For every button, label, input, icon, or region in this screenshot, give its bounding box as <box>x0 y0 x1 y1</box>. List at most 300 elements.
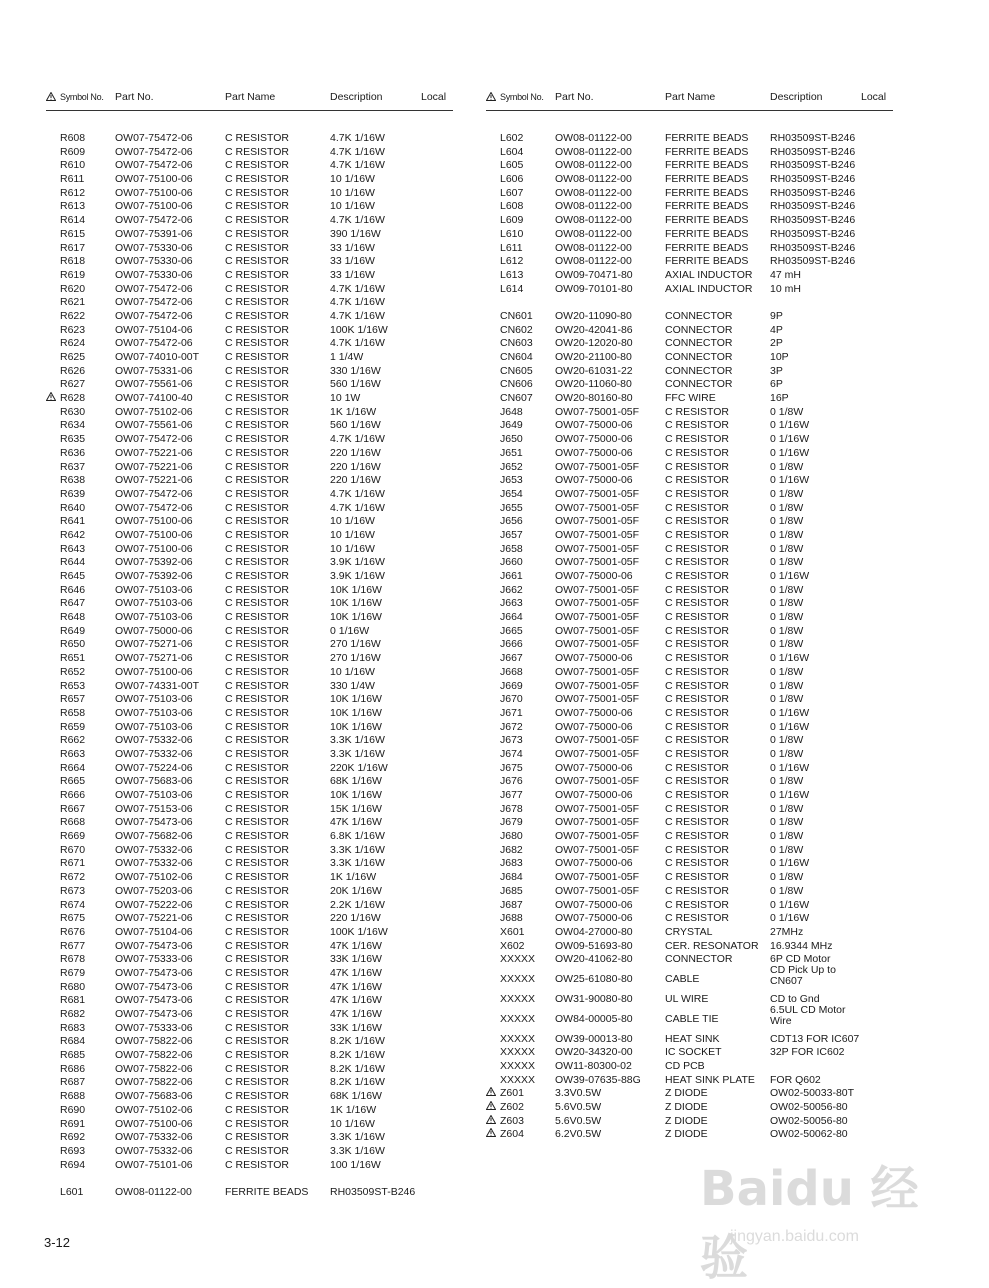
cell-symbol-no: J672 <box>500 720 523 733</box>
table-row <box>486 502 893 516</box>
cell-symbol-no: R641 <box>60 515 86 528</box>
cell-description: 33 1/16W <box>330 255 375 268</box>
cell-part-no: OW07-75682-06 <box>115 830 193 843</box>
cell-part-no: OW20-21100-80 <box>555 351 632 363</box>
cell-symbol-no: R685 <box>60 1049 86 1062</box>
cell-part-name: Z DIODE <box>665 1128 708 1141</box>
cell-part-name: C RESISTOR <box>225 1158 289 1171</box>
cell-description: 10K 1/16W <box>330 611 382 624</box>
table-row <box>486 963 893 993</box>
table-row <box>486 721 893 735</box>
cell-description: 270 1/16W <box>330 652 381 665</box>
cell-description: 4.7K 1/16W <box>330 214 385 227</box>
cell-part-name: C RESISTOR <box>665 679 729 692</box>
cell-part-no: 5.6V0.5W <box>555 1114 602 1127</box>
cell-description: OW02-50056-80 <box>770 1114 848 1127</box>
cell-part-name: C RESISTOR <box>225 939 289 952</box>
cell-description: RH03509ST-B246 <box>770 214 856 227</box>
cell-part-no: OW07-74010-00T <box>115 351 200 363</box>
table-row <box>486 242 893 256</box>
header-local: Local <box>861 91 887 103</box>
cell-symbol-no: J652 <box>500 460 523 473</box>
cell-description: 0 1/8W <box>770 597 804 610</box>
cell-symbol-no: R690 <box>60 1103 86 1116</box>
cell-part-name: C RESISTOR <box>225 775 289 788</box>
table-row <box>486 310 893 324</box>
cell-symbol-no: R624 <box>60 337 86 350</box>
cell-description: 33K 1/16W <box>330 1021 382 1034</box>
cell-part-name: C RESISTOR <box>225 1131 289 1144</box>
table-row <box>46 1008 453 1022</box>
cell-part-name: C RESISTOR <box>225 638 289 651</box>
cell-symbol-no: R649 <box>60 624 86 637</box>
cell-symbol-no: Z604 <box>500 1128 524 1141</box>
table-row <box>46 926 453 940</box>
cell-part-no: OW07-75330-06 <box>115 241 193 254</box>
cell-part-no: OW07-75332-06 <box>115 1131 193 1144</box>
cell-part-no: OW07-75822-06 <box>115 1035 193 1048</box>
table-row <box>46 1118 453 1132</box>
table-row <box>46 529 453 543</box>
cell-part-no: OW08-01122-00 <box>555 186 632 199</box>
cell-part-no: OW07-75473-06 <box>115 994 193 1007</box>
table-row <box>46 406 453 420</box>
cell-description: 220 1/16W <box>330 912 381 925</box>
table-row <box>46 146 453 160</box>
cell-part-name: C RESISTOR <box>225 1021 289 1034</box>
cell-symbol-no: CN602 <box>500 323 533 336</box>
cell-description: 68K 1/16W <box>330 775 382 788</box>
cell-part-no: OW07-75392-06 <box>115 570 193 582</box>
cell-part-name: C RESISTOR <box>225 556 289 569</box>
cell-description: 27MHz <box>770 925 804 938</box>
cell-part-name: C RESISTOR <box>225 706 289 719</box>
cell-part-no: OW07-75102-06 <box>115 871 193 884</box>
cell-part-name: C RESISTOR <box>225 912 289 925</box>
cell-symbol-no: L606 <box>500 173 524 186</box>
cell-part-name: HEAT SINK <box>665 1032 720 1045</box>
cell-part-no: OW07-75472-06 <box>115 296 193 309</box>
cell-part-name: C RESISTOR <box>225 802 289 815</box>
cell-description: 8.2K 1/16W <box>330 1035 385 1048</box>
cell-description: 4.7K 1/16W <box>330 159 385 172</box>
cell-symbol-no: J651 <box>500 446 523 459</box>
cell-symbol-no: Z601 <box>500 1087 524 1100</box>
table-row <box>46 734 453 748</box>
cell-symbol-no: J660 <box>500 556 523 569</box>
cell-part-name: C RESISTOR <box>225 173 289 186</box>
cell-part-no: OW07-75000-06 <box>555 570 633 582</box>
table-row <box>46 1104 453 1118</box>
cell-part-name: AXIAL INDUCTOR <box>665 268 753 281</box>
cell-part-name: C RESISTOR <box>665 884 729 897</box>
cell-part-name: C RESISTOR <box>225 857 289 870</box>
cell-symbol-no: R676 <box>60 925 86 938</box>
cell-symbol-no: R680 <box>60 980 86 993</box>
cell-part-name: C RESISTOR <box>225 323 289 336</box>
cell-part-no: OW07-75392-06 <box>115 556 193 569</box>
table-row <box>46 1063 453 1077</box>
cell-symbol-no: J676 <box>500 775 523 788</box>
cell-symbol-no: J656 <box>500 515 523 528</box>
cell-part-no: OW07-75001-05F <box>555 734 640 747</box>
cell-part-name: C RESISTOR <box>225 515 289 528</box>
table-row <box>486 734 893 748</box>
cell-description: 0 1/8W <box>770 405 804 418</box>
cell-description: OW02-50056-80 <box>770 1101 848 1114</box>
cell-description: 3.3K 1/16W <box>330 1144 385 1157</box>
cell-symbol-no: XXXXX <box>500 972 536 985</box>
cell-part-name: C RESISTOR <box>225 843 289 856</box>
table-row <box>46 830 453 844</box>
cell-part-name: C RESISTOR <box>225 351 289 363</box>
cell-part-name: C RESISTOR <box>665 528 729 541</box>
table-row <box>46 625 453 639</box>
table-row <box>486 337 893 351</box>
table-row <box>46 762 453 776</box>
cell-symbol-no: J663 <box>500 597 523 610</box>
cell-description: 330 1/16W <box>330 364 381 377</box>
table-row <box>46 296 453 310</box>
cell-symbol-no: R622 <box>60 309 86 322</box>
cell-part-no: OW07-75822-06 <box>115 1076 193 1089</box>
cell-symbol-no: R644 <box>60 556 86 569</box>
table-row <box>46 461 453 475</box>
cell-description: 10 1/16W <box>330 542 375 555</box>
cell-symbol-no: R694 <box>60 1158 86 1171</box>
cell-description: 0 1/16W <box>770 857 810 870</box>
cell-part-name: C RESISTOR <box>225 966 289 979</box>
table-row <box>46 775 453 789</box>
table-row <box>486 351 893 365</box>
cell-symbol-no: R610 <box>60 159 86 172</box>
cell-part-name: C RESISTOR <box>225 132 289 144</box>
cell-part-no: OW07-75000-06 <box>555 789 633 801</box>
cell-part-name: C RESISTOR <box>225 268 289 281</box>
table-row <box>46 844 453 858</box>
table-row <box>46 816 453 830</box>
cell-symbol-no: R613 <box>60 200 86 213</box>
cell-part-name: CONNECTOR <box>665 378 733 391</box>
cell-part-no: OW07-75332-06 <box>115 734 193 747</box>
cell-description: 10 1/16W <box>330 186 375 199</box>
cell-part-no: OW07-75001-05F <box>555 679 640 692</box>
cell-part-name: C RESISTOR <box>665 474 729 487</box>
cell-symbol-no: J667 <box>500 652 523 665</box>
cell-symbol-no: R618 <box>60 255 86 268</box>
cell-symbol-no: R647 <box>60 597 86 610</box>
cell-description: 16P <box>770 392 789 405</box>
cell-part-no: OW07-75001-05F <box>555 638 640 651</box>
cell-part-no: OW07-75102-06 <box>115 405 193 418</box>
cell-symbol-no: J669 <box>500 679 523 692</box>
cell-part-name: C RESISTOR <box>665 871 729 884</box>
cell-part-no: OW07-75103-06 <box>115 583 193 596</box>
cell-part-no: OW07-75103-06 <box>115 720 193 733</box>
cell-description: 220 1/16W <box>330 460 381 473</box>
table-row <box>486 214 893 228</box>
cell-part-no: OW07-75100-06 <box>115 515 193 528</box>
cell-symbol-no: R621 <box>60 296 86 309</box>
cell-symbol-no: R637 <box>60 460 86 473</box>
cell-symbol-no: XXXXX <box>500 1046 536 1059</box>
header-symbol-no: Symbol No. <box>60 92 104 102</box>
cell-part-name: C RESISTOR <box>225 214 289 227</box>
table-row <box>46 748 453 762</box>
cell-part-name: C RESISTOR <box>665 898 729 911</box>
cell-description: RH03509ST-B246 <box>770 145 856 158</box>
cell-description: 47K 1/16W <box>330 994 382 1007</box>
cell-description: 0 1/16W <box>770 433 810 446</box>
cell-description: 1K 1/16W <box>330 871 377 884</box>
table-row <box>46 378 453 392</box>
cell-description: 0 1/8W <box>770 501 804 514</box>
cell-description: 0 1/16W <box>770 789 810 801</box>
cell-description: 0 1/16W <box>770 898 810 911</box>
cell-symbol-no: R687 <box>60 1076 86 1089</box>
cell-part-name: C RESISTOR <box>225 542 289 555</box>
cell-symbol-no: R658 <box>60 706 86 719</box>
cell-description: 32P FOR IC602 <box>770 1046 845 1059</box>
table-row <box>46 474 453 488</box>
cell-symbol-no: J685 <box>500 884 523 897</box>
cell-part-no: OW08-01122-00 <box>115 1185 192 1198</box>
cell-symbol-no: J662 <box>500 583 523 596</box>
cell-part-no: OW07-75000-06 <box>555 474 633 487</box>
cell-symbol-no: R614 <box>60 214 86 227</box>
cell-symbol-no: J675 <box>500 761 523 774</box>
cell-symbol-no: XXXXX <box>500 953 536 966</box>
cell-part-no: OW07-75100-06 <box>115 1117 193 1130</box>
cell-part-no: OW08-01122-00 <box>555 241 632 254</box>
cell-part-no: OW08-01122-00 <box>555 145 632 158</box>
table-row <box>46 789 453 803</box>
table-row <box>46 638 453 652</box>
cell-symbol-no: R645 <box>60 570 86 582</box>
cell-symbol-no: R609 <box>60 145 86 158</box>
cell-part-no: OW09-70471-80 <box>555 268 633 281</box>
cell-description: 10K 1/16W <box>330 597 382 610</box>
cell-symbol-no: R611 <box>60 173 85 186</box>
header-part-name: Part Name <box>665 91 716 103</box>
table-row <box>486 378 893 392</box>
table-row <box>46 912 453 926</box>
cell-symbol-no: R686 <box>60 1062 86 1075</box>
left-table-header <box>46 88 453 111</box>
left-parts-list <box>46 132 453 1200</box>
cell-part-no: OW07-75473-06 <box>115 980 193 993</box>
cell-symbol-no: L609 <box>500 214 524 227</box>
cell-symbol-no: R650 <box>60 638 86 651</box>
cell-part-name: C RESISTOR <box>225 1008 289 1020</box>
cell-description: 10 1/16W <box>330 665 375 678</box>
cell-symbol-no: J688 <box>500 912 523 925</box>
cell-description: 3.3K 1/16W <box>330 747 385 760</box>
cell-part-name: C RESISTOR <box>665 706 729 719</box>
cell-part-no: OW08-01122-00 <box>555 159 632 172</box>
table-row <box>46 597 453 611</box>
cell-part-no: OW07-75100-06 <box>115 173 193 186</box>
cell-description: 4P <box>770 323 783 336</box>
cell-description: 4.7K 1/16W <box>330 132 385 144</box>
cell-description: 0 1/8W <box>770 528 804 541</box>
cell-part-no: OW07-75332-06 <box>115 747 193 760</box>
table-row <box>486 529 893 543</box>
cell-part-name: C RESISTOR <box>665 405 729 418</box>
cell-part-no: OW07-75001-05F <box>555 528 640 541</box>
cell-symbol-no: R646 <box>60 583 86 596</box>
cell-description: 560 1/16W <box>330 378 381 391</box>
cell-description: 0 1/16W <box>770 474 810 487</box>
cell-description: 3P <box>770 364 783 377</box>
cell-part-name: C RESISTOR <box>665 720 729 733</box>
cell-description: 100K 1/16W <box>330 925 388 938</box>
cell-part-no: OW07-75103-06 <box>115 597 193 610</box>
cell-part-no: OW07-75473-06 <box>115 939 193 952</box>
cell-symbol-no: R648 <box>60 611 86 624</box>
cell-description: 0 1/16W <box>770 446 810 459</box>
header-part-name: Part Name <box>225 91 276 103</box>
watermark-url: jingyan.baidu.com <box>730 1228 859 1245</box>
cell-description: 0 1/16W <box>770 706 810 719</box>
cell-part-no: OW07-75100-06 <box>115 200 193 213</box>
cell-symbol-no: J648 <box>500 405 523 418</box>
cell-symbol-no: R664 <box>60 761 86 774</box>
cell-part-name: C RESISTOR <box>225 296 289 309</box>
table-row <box>46 200 453 214</box>
cell-symbol-no: J683 <box>500 857 523 870</box>
cell-description: 4.7K 1/16W <box>330 309 385 322</box>
cell-symbol-no: J653 <box>500 474 523 487</box>
cell-part-name: C RESISTOR <box>665 843 729 856</box>
table-row <box>486 940 893 954</box>
table-row <box>46 1186 453 1200</box>
right-parts-list <box>486 132 893 1142</box>
cell-part-name: C RESISTOR <box>225 419 289 432</box>
table-row <box>46 584 453 598</box>
cell-symbol-no: R674 <box>60 898 86 911</box>
cell-part-no: OW07-75473-06 <box>115 1008 193 1020</box>
cell-part-name: C RESISTOR <box>665 747 729 760</box>
cell-description: 10 1/16W <box>330 200 375 213</box>
table-row <box>486 885 893 899</box>
cell-part-name: CONNECTOR <box>665 364 733 377</box>
table-row <box>486 1101 893 1115</box>
table-row <box>486 680 893 694</box>
cell-part-no: OW07-75271-06 <box>115 652 193 665</box>
cell-description: RH03509ST-B246 <box>770 132 856 144</box>
cell-symbol-no: R691 <box>60 1117 86 1130</box>
cell-description: 0 1/8W <box>770 460 804 473</box>
cell-description: 0 1/16W <box>770 912 810 925</box>
cell-symbol-no: XXXXX <box>500 992 536 1005</box>
cell-description: RH03509ST-B246 <box>770 159 856 172</box>
cell-symbol-no: R653 <box>60 679 86 692</box>
cell-symbol-no: Z603 <box>500 1114 524 1127</box>
cell-symbol-no: L613 <box>500 268 524 281</box>
table-row <box>46 1035 453 1049</box>
cell-part-name: C RESISTOR <box>225 255 289 268</box>
cell-part-name: C RESISTOR <box>225 1103 289 1116</box>
cell-description: 33K 1/16W <box>330 953 382 966</box>
cell-description: 0 1/8W <box>770 515 804 528</box>
cell-part-name: C RESISTOR <box>665 638 729 651</box>
cell-symbol-no: R652 <box>60 665 86 678</box>
cell-part-name: UL WIRE <box>665 992 709 1005</box>
cell-symbol-no: R693 <box>60 1144 86 1157</box>
cell-symbol-no: R659 <box>60 720 86 733</box>
table-row <box>46 255 453 269</box>
cell-description: 4.7K 1/16W <box>330 337 385 350</box>
cell-symbol-no: J668 <box>500 665 523 678</box>
cell-description: 6P <box>770 378 783 391</box>
cell-part-name: C RESISTOR <box>225 994 289 1007</box>
cell-description: 10K 1/16W <box>330 583 382 596</box>
table-row <box>486 1115 893 1129</box>
cell-part-name: C RESISTOR <box>225 405 289 418</box>
cell-symbol-no: R619 <box>60 268 86 281</box>
table-row <box>46 899 453 913</box>
table-row <box>486 365 893 379</box>
table-row <box>486 1033 893 1047</box>
table-row <box>46 214 453 228</box>
table-row <box>486 584 893 598</box>
cell-part-no: OW07-75472-06 <box>115 159 193 172</box>
cell-description: 0 1/8W <box>770 638 804 651</box>
cell-part-name: C RESISTOR <box>225 1076 289 1089</box>
table-row <box>486 447 893 461</box>
cell-part-no: OW07-75683-06 <box>115 1090 193 1103</box>
table-row <box>46 159 453 173</box>
cell-description: CD to Gnd <box>770 992 820 1005</box>
table-row <box>46 666 453 680</box>
cell-part-name: C RESISTOR <box>225 720 289 733</box>
cell-part-no: OW07-75001-05F <box>555 487 640 500</box>
cell-description: 390 1/16W <box>330 227 381 240</box>
cell-description: 4.7K 1/16W <box>330 501 385 514</box>
cell-symbol-no: R612 <box>60 186 86 199</box>
cell-part-no: OW20-11090-80 <box>555 309 632 322</box>
table-row <box>486 899 893 913</box>
cell-description: 10K 1/16W <box>330 693 382 706</box>
table-row <box>486 762 893 776</box>
cell-description: 2.2K 1/16W <box>330 898 385 911</box>
cell-part-name: C RESISTOR <box>665 556 729 569</box>
table-row <box>46 173 453 187</box>
cell-description: 10K 1/16W <box>330 706 382 719</box>
cell-description: 0 1/8W <box>770 843 804 856</box>
table-row <box>46 433 453 447</box>
cell-description: 47K 1/16W <box>330 966 382 979</box>
cell-description: 0 1/8W <box>770 487 804 500</box>
table-row <box>486 857 893 871</box>
cell-part-no: OW07-74331-00T <box>115 679 200 692</box>
table-row <box>46 981 453 995</box>
cell-part-no: OW07-75000-06 <box>555 706 633 719</box>
cell-part-no: 6.2V0.5W <box>555 1128 602 1141</box>
cell-part-name: C RESISTOR <box>225 433 289 446</box>
cell-part-no: OW07-75472-06 <box>115 501 193 514</box>
cell-description: 0 1/8W <box>770 679 804 692</box>
cell-part-no: OW07-75330-06 <box>115 255 193 268</box>
cell-symbol-no: L607 <box>500 186 524 199</box>
table-row <box>486 926 893 940</box>
cell-part-no: OW07-75001-05F <box>555 597 640 610</box>
table-row <box>46 1131 453 1145</box>
cell-symbol-no: R638 <box>60 474 86 487</box>
table-row <box>486 707 893 721</box>
cell-description: RH03509ST-B246 <box>770 173 856 186</box>
